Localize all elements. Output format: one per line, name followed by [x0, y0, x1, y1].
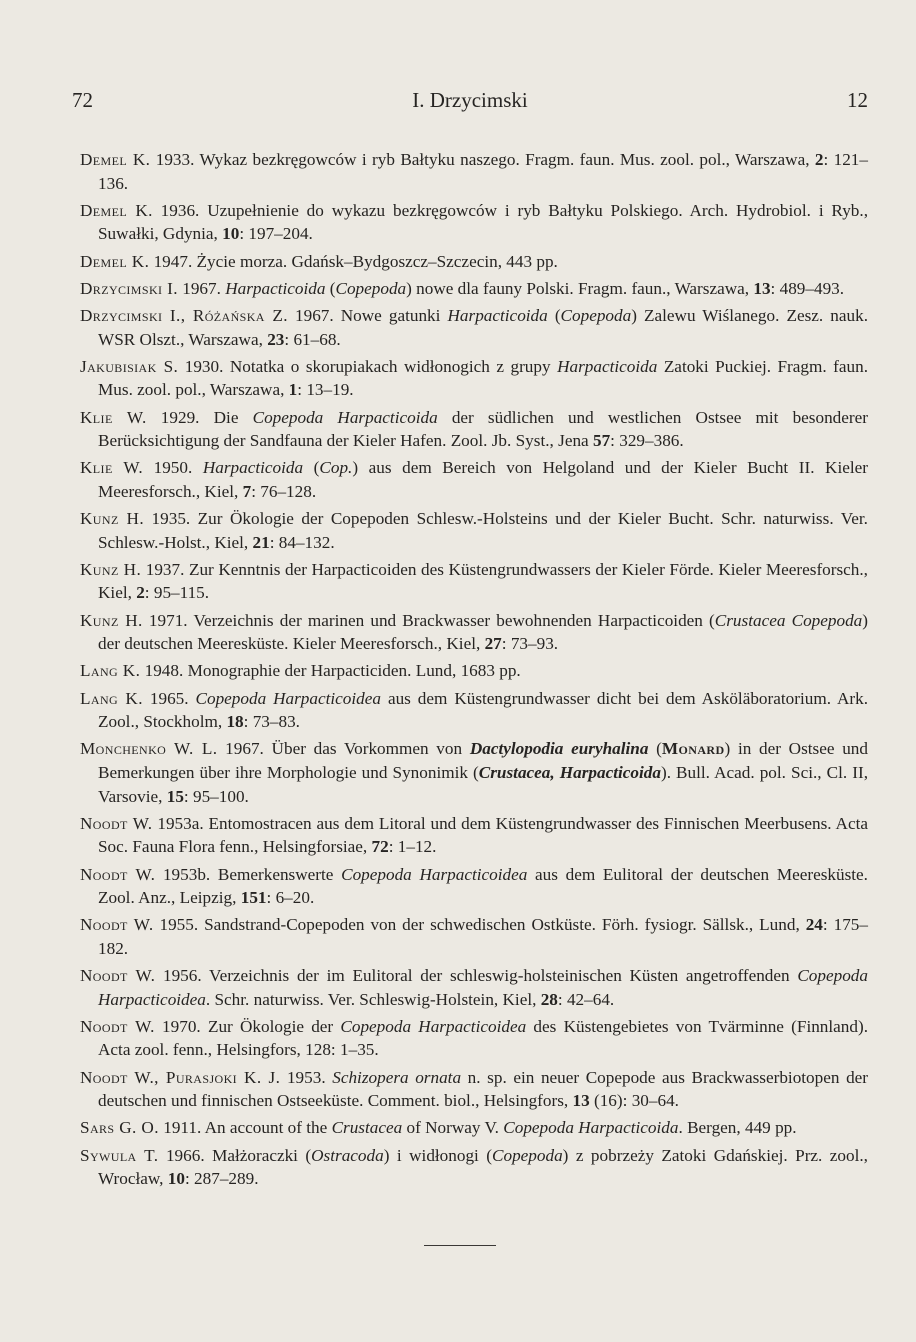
- reference-text: 21: [252, 532, 270, 552]
- reference-text: : 73–93.: [501, 634, 559, 654]
- reference-entry: [80, 355, 868, 402]
- reference-text: 151: [240, 888, 267, 908]
- reference-text: 27: [484, 634, 502, 654]
- reference-text: 1953.: [280, 1067, 333, 1087]
- reference-text: ) z pobrzeży Zatoki Gdańskiej. Prz. zool., Wrocław,: [98, 1145, 868, 1189]
- reference-list: [80, 148, 868, 1194]
- reference-text: 1970. Zur Ökologie der: [154, 1016, 341, 1036]
- reference-text: (: [303, 458, 320, 478]
- reference-text: : 287–289.: [184, 1169, 259, 1189]
- reference-text: 23: [267, 329, 285, 349]
- reference-entry: [80, 456, 868, 503]
- reference-text: : 42–64.: [557, 989, 615, 1009]
- reference-text: Zatoki Puckiej. Fragm. faun. Mus. zool. pol., Warszawa,: [98, 356, 868, 400]
- reference-text: : 61–68.: [284, 329, 341, 349]
- reference-text: (: [547, 305, 561, 325]
- reference-entry: [80, 199, 868, 246]
- reference-author: Noodt W.: [80, 864, 156, 884]
- reference-text: Copepoda Harpacticoidea: [195, 688, 381, 708]
- reference-text: Copepoda Harpacticoidea: [340, 1016, 527, 1036]
- reference-text: 1: [288, 380, 298, 400]
- page-number: 72: [72, 88, 93, 112]
- reference-text: Crustacea: [331, 1118, 403, 1138]
- reference-text: 1950.: [143, 458, 203, 478]
- reference-text: Harpacticoida: [202, 458, 304, 478]
- reference-text: : 95–115.: [144, 583, 210, 603]
- reference-author: Monchenko W. L.: [80, 739, 218, 759]
- reference-text: 1953b. Bemerkenswerte: [155, 864, 342, 884]
- reference-text: (16): 30–64.: [589, 1091, 679, 1111]
- reference-text: Copepoda Harpacticoidea: [98, 966, 868, 1009]
- end-rule: [424, 1245, 496, 1246]
- reference-entry: [80, 406, 868, 453]
- reference-text: ) aus dem Bereich von Helgoland und der Kieler Bucht II. Kieler Meeresforsch., Kiel,: [98, 458, 868, 501]
- reference-entry: [80, 913, 868, 960]
- reference-author: Kunz H.: [80, 559, 142, 579]
- reference-text: 1971. Verzeichnis der marinen und Brackwasser bewohnenden Harpacticoiden (: [142, 610, 715, 630]
- reference-entry: [80, 148, 868, 195]
- reference-text: 1956. Verzeichnis der im Eulitoral der schleswig-holsteinischen Küsten angetroffenden: [155, 966, 798, 986]
- reference-text: Copepoda Harpacticoida: [252, 407, 438, 427]
- reference-text: 1966. Małżoraczki (: [158, 1145, 312, 1165]
- reference-entry: [80, 659, 868, 683]
- reference-text: 13: [572, 1091, 590, 1111]
- reference-text: 2: [814, 150, 824, 169]
- reference-text: 10: [222, 224, 240, 244]
- reference-text: : 175–182.: [98, 915, 868, 958]
- reference-text: : 76–128.: [251, 481, 317, 501]
- reference-text: 72: [371, 837, 389, 857]
- reference-author: Sars G. O.: [80, 1118, 159, 1138]
- reference-text: 28: [540, 989, 558, 1009]
- reference-text: 1936. Uzupełnienie do wykazu bezkręgowców i ryb Bałtyku Polskiego. Arch. Hydrobiol. i Ryb., Suwałki, Gdynia,: [98, 200, 868, 244]
- reference-text: Schizopera ornata: [332, 1067, 462, 1087]
- reference-text: 2: [136, 583, 145, 603]
- reference-text: Copepoda Harpacticoida: [503, 1118, 679, 1138]
- reference-text: 1929. Die: [146, 407, 253, 427]
- reference-text: 1911. An account of the: [158, 1118, 332, 1138]
- reference-text: 1967. Nowe gatunki: [287, 305, 448, 325]
- reference-text: : 95–100.: [183, 786, 249, 806]
- reference-text: 1953a. Entomostracen aus dem Litoral und dem Küstengrundwasser des Finnischen Meerbusens. Acta Soc. Fauna Flora fenn., Helsingforsiae,: [98, 813, 868, 857]
- reference-text: : 489–493.: [770, 278, 845, 298]
- reference-text: . Schr. naturwiss. Ver. Schleswig-Holstein, Kiel,: [205, 989, 541, 1009]
- reference-entry: [80, 277, 868, 301]
- reference-text: Ostracoda: [311, 1145, 384, 1165]
- reference-entry: [80, 1015, 868, 1062]
- reference-author: Kunz H.: [80, 509, 145, 529]
- reference-author: Noodt W.: [80, 966, 156, 986]
- reference-text: 18: [226, 712, 244, 732]
- reference-text: Copepoda Harpacticoidea: [341, 864, 528, 884]
- reference-text: 1965.: [142, 688, 196, 708]
- reference-text: : 6–20.: [266, 888, 315, 908]
- reference-entry: [80, 1066, 868, 1113]
- reference-entry: [80, 964, 868, 1011]
- reference-author: Noodt W., Purasjoki K. J.: [80, 1067, 281, 1087]
- reference-text: Harpacticoida: [557, 356, 658, 376]
- reference-text: 1937. Zur Kenntnis der Harpacticoiden des Küstengrundwassers der Kieler Förde. Kieler Meeresforsch., Kiel,: [98, 559, 868, 603]
- reference-entry: [80, 737, 868, 808]
- reference-text: ) Zalewu Wiślanego. Zesz. nauk. WSR Olszt., Warszawa,: [98, 305, 868, 349]
- reference-text: : 73–83.: [243, 712, 300, 732]
- reference-text: Copepoda: [492, 1145, 563, 1165]
- reference-text: Crustacea Copepoda: [714, 610, 863, 630]
- reference-author: Demel K.: [80, 251, 150, 271]
- reference-author: Drzycimski I.: [80, 278, 178, 298]
- reference-author: Noodt W.: [80, 915, 154, 935]
- page-header: [72, 88, 868, 118]
- reference-text: : 1–12.: [388, 837, 437, 857]
- reference-text: 13: [753, 278, 771, 298]
- reference-author: Noodt W.: [80, 1016, 155, 1036]
- reference-text: 1935. Zur Ökologie der Copepoden Schlesw.-Holsteins und der Kieler Bucht. Schr. naturwiss. Ver. Schlesw.-Holst., Kiel,: [98, 509, 868, 552]
- reference-text: der südlichen und westlichen Ostsee mit besonderer Berücksichtigung der Sandfauna der Kieler Hafen. Zool. Jb. Syst., Jena: [98, 407, 868, 451]
- reference-entry: [80, 812, 868, 859]
- reference-author: Klie W.: [80, 458, 144, 478]
- reference-text: 24: [805, 915, 823, 935]
- reference-text: Harpacticoida: [447, 305, 548, 325]
- reference-text: aus dem Eulitoral der deutschen Meeresküste. Zool. Anz., Leipzig,: [98, 864, 868, 908]
- reference-entry: [80, 304, 868, 351]
- running-title: I. Drzycimski: [412, 88, 528, 112]
- reference-text: 7: [242, 481, 252, 501]
- reference-author: Kunz H.: [80, 610, 143, 630]
- reference-text: 10: [167, 1169, 185, 1189]
- reference-text: Crustacea, Harpacticoida: [478, 762, 661, 782]
- reference-text: ). Bull. Acad. pol. Sci., Cl. II, Varsovie,: [98, 762, 868, 806]
- reference-author: Lang K.: [80, 688, 143, 708]
- reference-author: Jakubisiak S.: [80, 356, 179, 376]
- reference-text: aus dem Küstengrundwasser dicht bei dem Asköläboratorium. Ark. Zool., Stockholm,: [98, 688, 869, 732]
- reference-text: : 197–204.: [239, 224, 313, 244]
- reference-text: : 121–136.: [98, 150, 868, 193]
- reference-author: Demel K.: [80, 150, 151, 169]
- reference-entry: [80, 1116, 868, 1140]
- issue-number: 12: [847, 88, 868, 112]
- reference-text: Copepoda: [335, 278, 407, 298]
- reference-text: des Küstengebietes von Tvärminne (Finnland). Acta zool. fenn., Helsingfors, 128: 1–35.: [98, 1016, 869, 1060]
- reference-text: Dactylopodia euryhalina: [469, 739, 649, 759]
- reference-text: 1955. Sandstrand-Copepoden von der schwedischen Ostküste. Förh. fysiogr. Sällsk., Lund,: [153, 915, 806, 935]
- reference-author: Demel K.: [80, 200, 153, 220]
- reference-text: Harpacticoida: [225, 278, 326, 298]
- reference-text: 1967.: [177, 278, 226, 298]
- reference-text: ) in der Ostsee und Bemerkungen über ihre Morphologie und Synonimik (: [98, 739, 868, 782]
- reference-text: : 13–19.: [297, 380, 354, 400]
- reference-author: Klie W.: [80, 407, 147, 427]
- reference-author: Drzycimski I., Różańska Z.: [80, 305, 288, 325]
- reference-text: 57: [592, 431, 611, 451]
- reference-text: Copepoda: [560, 305, 632, 325]
- reference-text: 1947. Życie morza. Gdańsk–Bydgoszcz–Szczecin, 443 pp.: [149, 251, 558, 271]
- reference-text: . Bergen, 449 pp.: [678, 1118, 797, 1138]
- reference-text: 1967. Über das Vorkommen von: [217, 739, 470, 759]
- reference-entry: [80, 250, 868, 274]
- reference-text: of Norway V.: [402, 1118, 504, 1138]
- reference-text: 1930. Notatka o skorupiakach widłonogich z grupy: [178, 356, 558, 376]
- reference-text: (: [325, 278, 336, 298]
- reference-text: ) nowe dla fauny Polski. Fragm. faun., Warszawa,: [406, 278, 754, 298]
- reference-text: 1948. Monographie der Harpacticiden. Lund, 1683 pp.: [140, 661, 521, 681]
- reference-text: Monard: [661, 739, 725, 759]
- reference-text: n. sp. ein neuer Copepode aus Brackwasserbiotopen der deutschen und finnischen Ostseeküste. Comment. biol., Helsingfors,: [98, 1067, 869, 1111]
- reference-text: ) der deutschen Meeresküste. Kieler Meeresforsch., Kiel,: [98, 610, 868, 654]
- reference-text: : 84–132.: [269, 532, 335, 552]
- reference-entry: [80, 609, 868, 656]
- reference-entry: [80, 687, 868, 734]
- reference-text: ) i widłonogi (: [383, 1145, 493, 1165]
- reference-author: Noodt W.: [80, 813, 153, 833]
- reference-author: Sywula T.: [80, 1145, 159, 1165]
- reference-text: 15: [166, 786, 184, 806]
- reference-entry: [80, 1144, 868, 1191]
- reference-text: Cop.: [319, 458, 353, 478]
- reference-entry: [80, 863, 868, 910]
- reference-entry: [80, 558, 868, 605]
- reference-text: (: [648, 739, 662, 759]
- reference-author: Lang K.: [80, 661, 141, 681]
- reference-entry: [80, 507, 868, 554]
- reference-text: : 329–386.: [610, 431, 684, 451]
- reference-text: 1933. Wykaz bezkręgowców i ryb Bałtyku naszego. Fragm. faun. Mus. zool. pol., Warszawa,: [150, 150, 815, 169]
